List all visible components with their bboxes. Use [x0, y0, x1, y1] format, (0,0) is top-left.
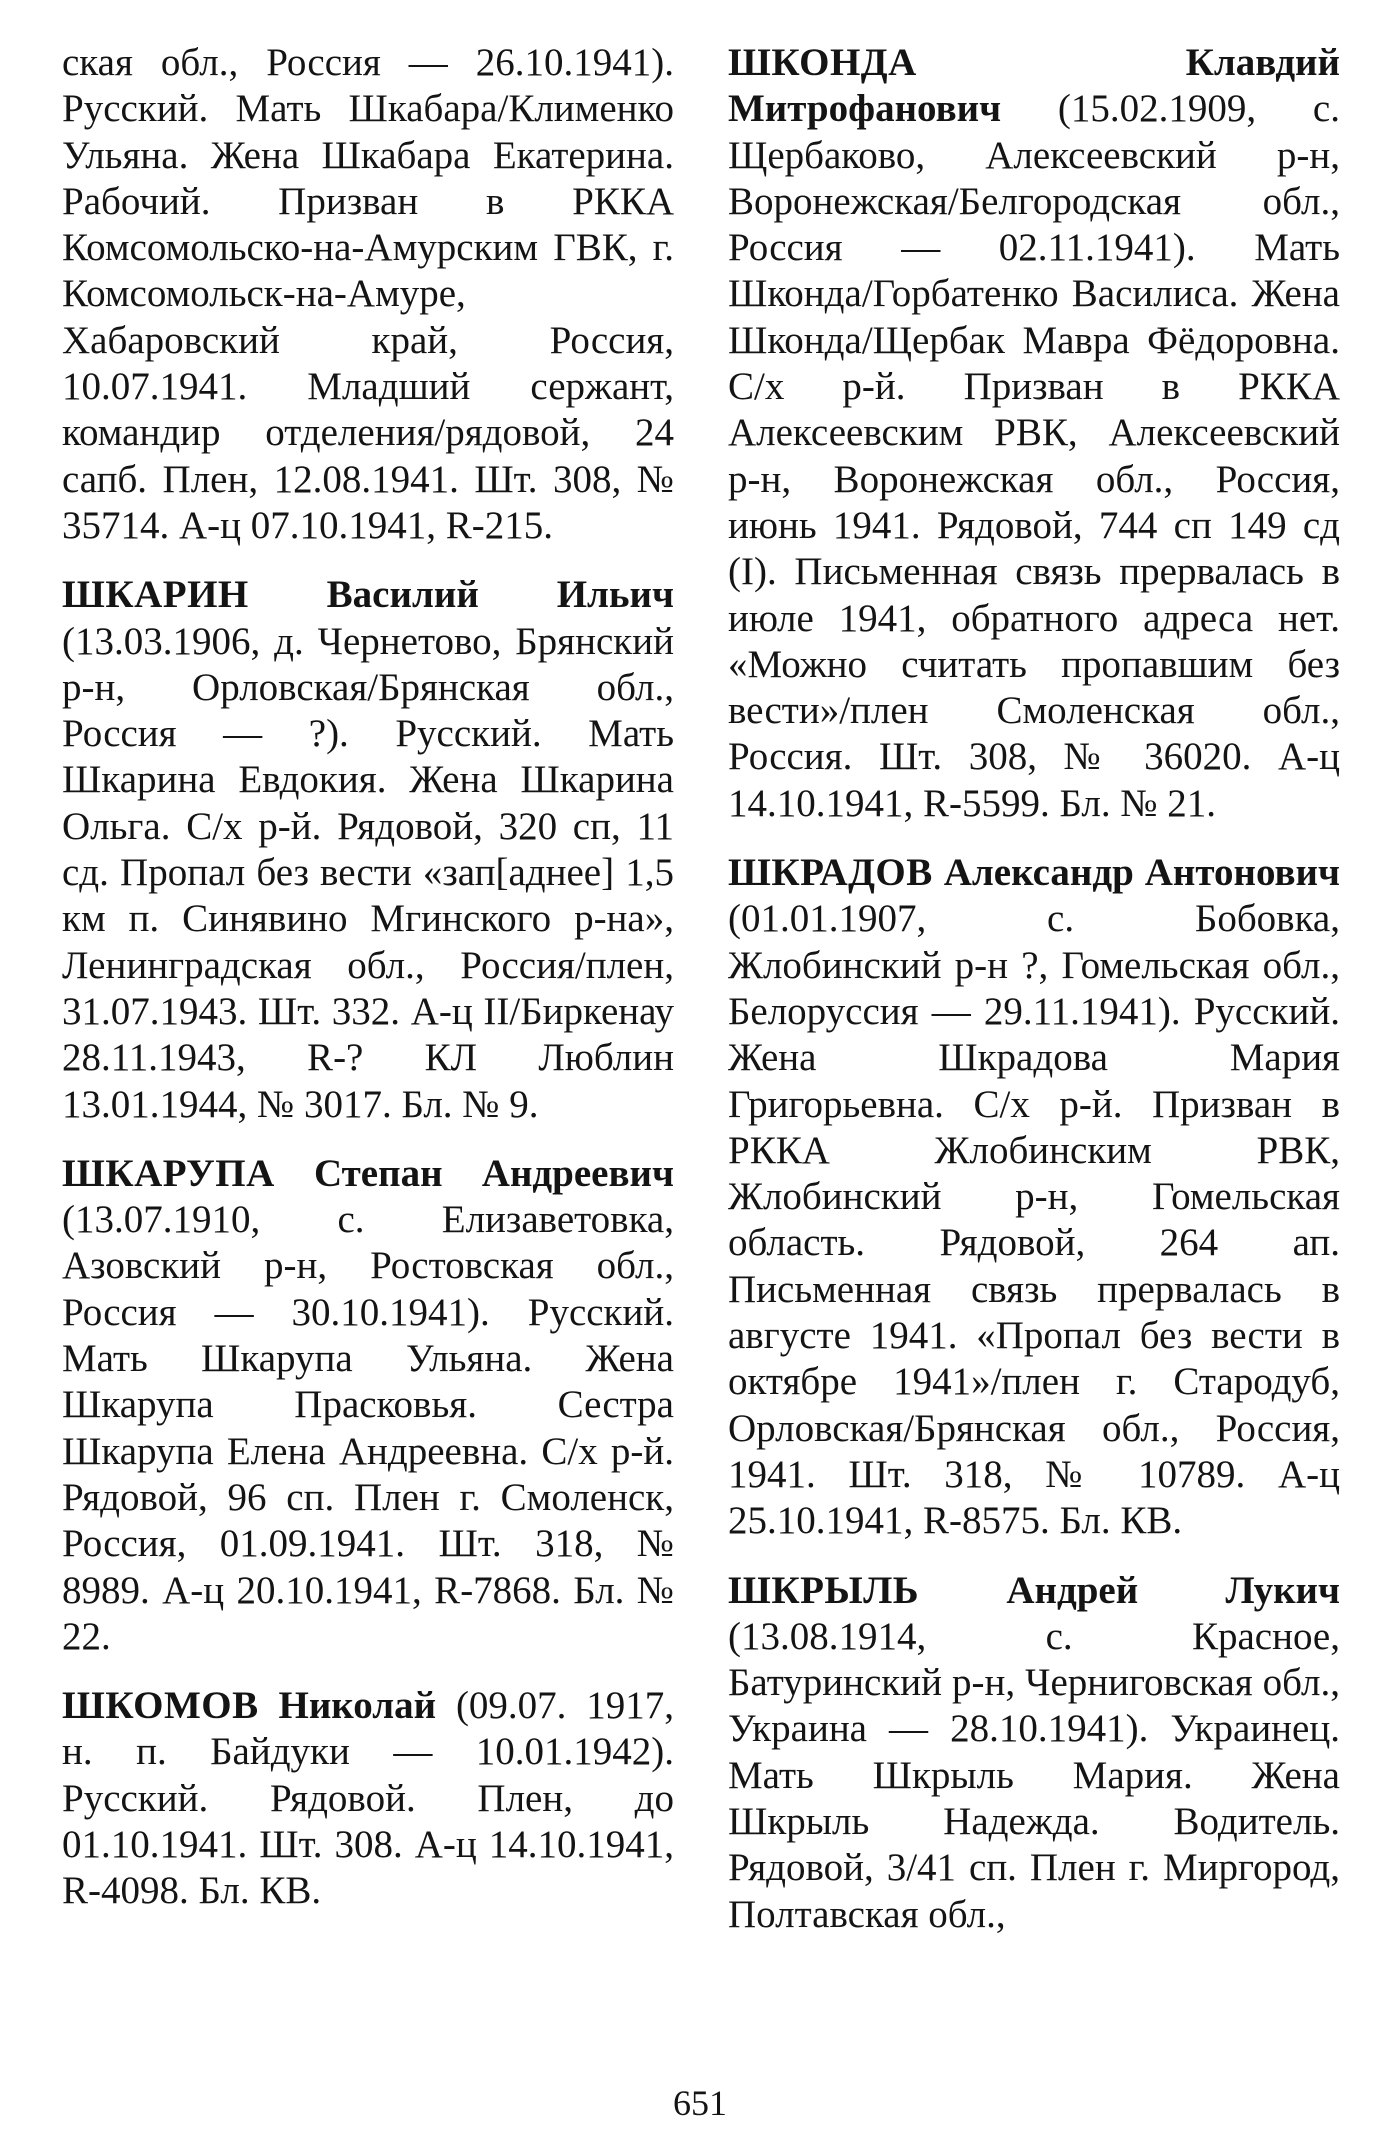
entry-shkryl	[728, 1568, 1340, 1938]
entry-surname: ШКРЫЛЬ	[728, 1568, 920, 1612]
entry-shkarupa	[62, 1151, 674, 1660]
entry-shkarin	[62, 572, 674, 1128]
entry-text: (13.07.1910, с. Елизаветовка, Азовский р-н, Ростовская обл., Россия — 30.10.1941). Русский. Мать Шкарупа Ульяна. Жена Шкарупа Прасковья. Сестра Шкарупа Елена Андреевна. С/х р-й. Рядовой, 96 сп. Плен г. Смоленск, Россия, 01.09.1941. Шт. 318, № 8989. А-ц 20.10.1941, R-7868. Бл. № 22.	[62, 1198, 674, 1658]
entry-surname: ШКАРУПА	[62, 1151, 275, 1195]
entry-text: (13.08.1914, с. Красное, Батуринский р-н, Черниговская обл., Украина — 28.10.1941). Украинец. Мать Шкрыль Мария. Жена Шкрыль Надежда. Водитель. Рядовой, 3/41 сп. Плен г. Миргород, Полтавская обл.,	[728, 1614, 1340, 1936]
entry-text: (15.02.1909, с. Щербаково, Алексеевский р-н, Воронежская/Белгородская обл., Россия — 02.11.1941). Мать Шконда/Горбатенко Василиса. Жена Шконда/Щербак Мавра Фёдоровна. С/х р-й. Призван в РККА Алексеевским РВК, Алексеевский р-н, Воронежская обл., Россия, июнь 1941. Рядовой, 744 сп 149 сд (I). Письменная связь прервалась в июле 1941, обратного адреса нет. «Можно считать пропавшим без вести»/плен Смоленская обл., Россия. Шт. 308, № 36020. А-ц 14.10.1941, R-5599. Бл. № 21.	[728, 87, 1340, 825]
entry-text: (13.03.1906, д. Чернетово, Брянский р-н, Орловская/Брянская обл., Россия — ?). Русский. Мать Шкарина Евдокия. Жена Шкарина Ольга. С/х р-й. Рядовой, 320 сп, 11 сд. Пропал без вести «зап[аднее] 1,5 км п. Синявино Мгинского р-на», Ленинградская обл., Россия/плен, 31.07.1943. Шт. 332. А-ц II/Биркенау 28.11.1943, R-? КЛ Люблин 13.01.1944, № 3017. Бл. № 9.	[62, 619, 674, 1126]
entry-surname: ШКРАДОВ	[728, 851, 933, 895]
entry-given-name: Клавдий Митрофанович	[728, 41, 1340, 131]
entry-surname: ШКАРИН	[62, 573, 249, 617]
entry-given-name: Василий Ильич	[326, 573, 674, 617]
left-column	[62, 40, 674, 1938]
entry-given-name: Степан Андреевич	[314, 1151, 675, 1195]
entry-surname: ШКОМОВ	[62, 1684, 259, 1728]
page-number: 651	[673, 2083, 727, 2123]
entry-text: ская обл., Россия — 26.10.1941). Русский. Мать Шкабара/Клименко Ульяна. Жена Шкабара Екатерина. Рабочий. Призван в РККА Комсомольско-на-Амурским ГВК, г. Комсомольск-на-Амуре, Хабаровский край, Россия, 10.07.1941. Младший сержант, командир отделения/рядовой, 24 сапб. Плен, 12.08.1941. Шт. 308, № 35714. А-ц 07.10.1941, R-215.	[62, 41, 674, 547]
entry-text: (01.01.1907, с. Бобовка, Жлобинский р-н ?, Гомельская обл., Белоруссия — 29.11.1941). Русский. Жена Шкрадова Мария Григорьевна. С/х р-й. Призван в РККА Жлобинским РВК, Жлобинский р-н, Гомельская область. Рядовой, 264 ап. Письменная связь прервалась в августе 1941. «Пропал без вести в октябре 1941»/плен г. Стародуб, Орловская/Брянская обл., Россия, 1941. Шт. 318, № 10789. А-ц 25.10.1941, R-8575. Бл. КВ.	[728, 897, 1340, 1543]
entry-shkonda	[728, 40, 1340, 827]
entry-given-name: Николай	[278, 1684, 437, 1728]
entry-given-name: Александр Антонович	[943, 851, 1340, 895]
entry-given-name: Андрей Лукич	[1006, 1568, 1340, 1612]
continuation-entry	[62, 40, 674, 549]
entry-shkomov	[62, 1683, 674, 1914]
right-column	[728, 40, 1340, 1961]
entry-surname: ШКОНДА	[728, 41, 917, 84]
entry-shkradov	[728, 850, 1340, 1544]
entry-text: (09.07. 1917, н. п. Байдуки — 10.01.1942). Русский. Рядовой. Плен, до 01.10.1941. Шт. 308. А-ц 14.10.1941, R-4098. Бл. КВ.	[62, 1684, 675, 1913]
